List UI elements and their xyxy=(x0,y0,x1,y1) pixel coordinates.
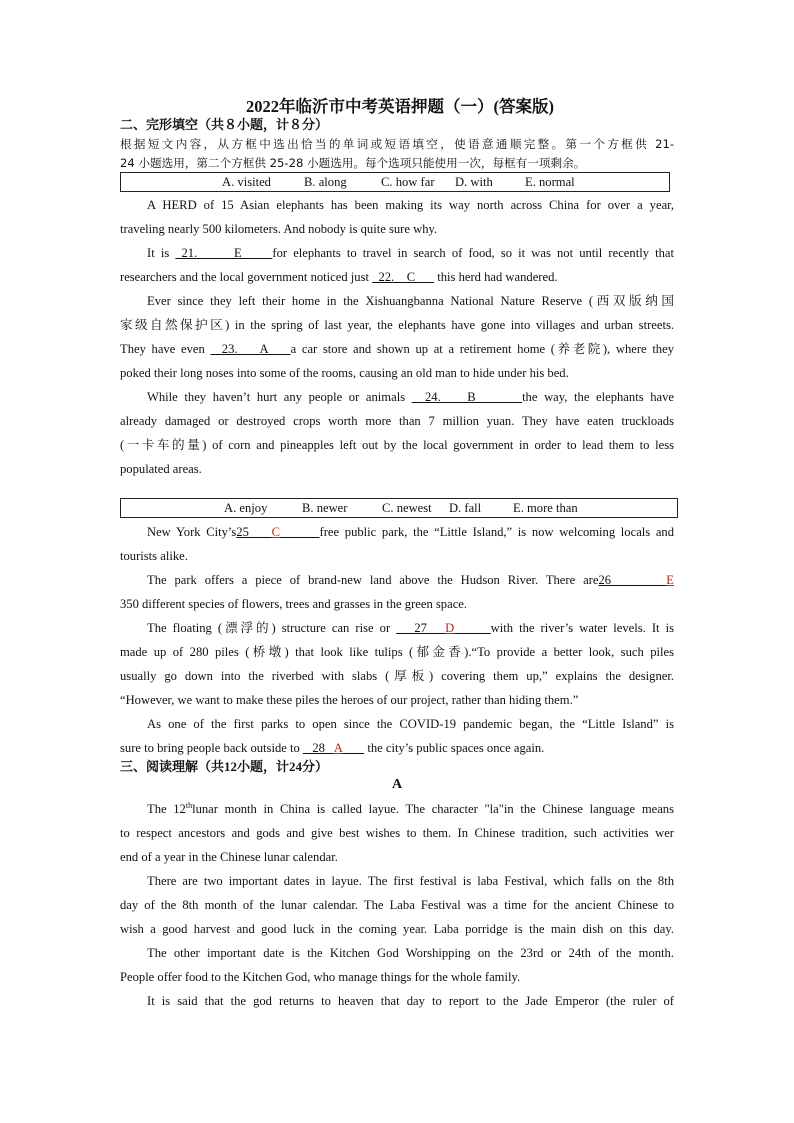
text: “However, we want to make these piles the heroes of our project, rather than hiding them.” xyxy=(120,693,579,707)
section-heading xyxy=(120,759,674,775)
text: They have even xyxy=(120,342,211,356)
paragraph-line xyxy=(120,461,674,477)
text: New York City’s xyxy=(147,525,237,539)
text: 根据短文内容，从方框中选出恰当的单词或短语填空，使语意通顺完整。第一个方框供 21- xyxy=(120,137,674,151)
text: (一卡车的量) of corn and pineapples left out by the local government in order to lead them to less xyxy=(120,438,674,452)
text: free public park, the “Little Island,” is now welcoming locals and xyxy=(319,525,675,539)
text: for elephants to travel in search of food, so it was not until recently that xyxy=(272,246,675,260)
text: already damaged or destroyed crops worth more than 7 million yuan. They have eaten truckloads xyxy=(120,414,674,428)
paragraph-line xyxy=(120,993,674,1009)
paragraph-line xyxy=(120,317,674,333)
answer-blank: 27 xyxy=(396,621,446,635)
paragraph-line xyxy=(120,668,674,684)
paragraph-line xyxy=(120,389,674,405)
text: poked their long noses into some of the rooms, causing an old man to hide under his bed. xyxy=(120,366,569,380)
text: the way, the elephants have xyxy=(522,390,674,404)
paragraph-line xyxy=(120,413,674,429)
text: usually go down into the riverbed with slabs (厚板) covering them up,” explains the designer. xyxy=(120,669,674,683)
answer-blank xyxy=(342,741,364,755)
paragraph-line xyxy=(120,945,674,961)
text: The park offers a piece of brand-new land above the Hudson River. There are xyxy=(147,573,599,587)
paragraph-line xyxy=(120,221,674,237)
text: populated areas. xyxy=(120,462,202,476)
option: C. newest xyxy=(382,501,432,515)
document-title xyxy=(110,99,690,115)
paragraph-line xyxy=(120,437,674,453)
answer-blank: 26 xyxy=(598,573,667,587)
paragraph-line xyxy=(120,897,674,913)
text: There are two important dates in layue. The first festival is laba Festival, which falls on the 8th xyxy=(147,874,674,888)
paragraph-line xyxy=(120,197,674,213)
text: 二、完形填空（共８小题，计８分） xyxy=(120,117,329,132)
paragraph-line xyxy=(120,293,674,309)
text: People offer food to the Kitchen God, who manage things for the whole family. xyxy=(120,970,521,984)
text: While they haven’t hurt any people or animals xyxy=(147,390,412,404)
answer-letter: C xyxy=(271,525,280,539)
text: As one of the first parks to open since the COVID-19 pandemic began, the “Little Island” is xyxy=(147,717,674,731)
paragraph-line xyxy=(120,825,674,841)
paragraph-line xyxy=(120,548,674,564)
text: traveling nearly 500 kilometers. And nobody is quite sure why. xyxy=(120,222,438,236)
paragraph-line xyxy=(120,572,674,588)
text: lunar month in China is called layue. The character "la"in the Chinese language means xyxy=(192,802,674,816)
text: made up of 280 piles (桥墩) that look like tulips (郁金香).“To provide a better look, such piles xyxy=(120,645,674,659)
option: B. along xyxy=(304,175,347,189)
text: day of the 8th month of the lunar calendar. The Laba Festival was a time for the ancient Chinese to xyxy=(120,898,674,912)
option: D. fall xyxy=(449,501,482,515)
text: wish a good harvest and good luck in the coming year. Laba porridge is the main dish on this day. xyxy=(120,922,674,936)
option: C. how far xyxy=(381,175,435,189)
option: A. enjoy xyxy=(224,501,268,515)
paragraph-line xyxy=(120,245,674,261)
paragraph-line xyxy=(120,921,674,937)
text: 24 小题选用，第二个方框供 25-28 小题选用。每个选项只能使用一次，每框有一项剩余。 xyxy=(120,156,586,170)
text: end of a year in the Chinese lunar calendar. xyxy=(120,850,338,864)
text: to respect ancestors and gods and give best wishes to them. In Chinese tradition, such activities wer xyxy=(120,826,674,840)
answer-blank: 22. C xyxy=(372,270,435,284)
paragraph-line xyxy=(120,341,674,357)
text: sure to bring people back outside to xyxy=(120,741,303,755)
text: researchers and the local government noticed just xyxy=(120,270,373,284)
option: D. with xyxy=(455,175,493,189)
paragraph-line xyxy=(120,692,674,708)
text: The 12 xyxy=(147,802,186,816)
text: the city’s public spaces once again. xyxy=(364,741,545,755)
paragraph-line xyxy=(120,644,674,660)
answer-blank: 23. A xyxy=(210,342,291,356)
section-heading xyxy=(120,117,674,133)
text: 350 different species of flowers, trees and grasses in the green space. xyxy=(120,597,468,611)
text: It is said that the god returns to heaven that day to report to the Jade Emperor (the ruler of xyxy=(147,994,674,1008)
paragraph-line xyxy=(120,620,674,636)
text: tourists alike. xyxy=(120,549,188,563)
text: with the river’s water levels. It is xyxy=(490,621,675,635)
option: A. visited xyxy=(222,175,271,189)
option: E. normal xyxy=(525,175,575,189)
answer-blank xyxy=(454,621,490,635)
word-box-1 xyxy=(120,172,670,192)
text: A HERD of 15 Asian elephants has been making its way north across China for over a year, xyxy=(147,198,674,212)
paragraph-line xyxy=(120,596,674,612)
answer-blank: 21. E xyxy=(175,246,273,260)
answer-letter: D xyxy=(445,621,455,635)
text: 2022年临沂市中考英语押题（一）(答案版) xyxy=(246,97,554,116)
text: 家级自然保护区) in the spring of last year, the elephants have gone into villages and urban streets. xyxy=(120,318,674,332)
paragraph-line xyxy=(120,269,674,285)
word-box-2 xyxy=(120,498,678,518)
paragraph-line xyxy=(120,365,674,381)
paragraph-line xyxy=(120,740,674,756)
paragraph-line xyxy=(120,524,674,540)
text: a car store and shown up at a retirement home (养老院), where they xyxy=(290,342,674,356)
paragraph-line xyxy=(120,716,674,732)
paragraph-line xyxy=(120,801,674,817)
paragraph-line xyxy=(120,969,674,985)
option: E. more than xyxy=(513,501,578,515)
option: B. newer xyxy=(302,501,348,515)
text: Ever since they left their home in the Xishuangbanna National Nature Reserve (西双版纳国 xyxy=(147,294,674,308)
instructions xyxy=(120,155,674,171)
text: The floating (漂浮的) structure can rise or xyxy=(147,621,397,635)
answer-blank: 24. B xyxy=(411,390,523,404)
text: A xyxy=(391,777,403,792)
text: th xyxy=(185,800,193,810)
answer-letter: E xyxy=(666,573,674,587)
paragraph-line xyxy=(120,849,674,865)
text: this herd had wandered. xyxy=(434,270,558,284)
paragraph-line xyxy=(120,873,674,889)
answer-blank xyxy=(280,525,320,539)
passage-label xyxy=(120,777,674,793)
answer-blank: 25 xyxy=(236,525,272,539)
text: 三、阅读理解（共12小题，计24分） xyxy=(120,759,329,774)
text: The other important date is the Kitchen God Worshipping on the 23rd or 24th of the month. xyxy=(147,946,674,960)
answer-letter: A xyxy=(333,741,343,755)
answer-blank: 28 xyxy=(302,741,334,755)
instructions xyxy=(120,136,674,152)
text: It is xyxy=(147,246,176,260)
